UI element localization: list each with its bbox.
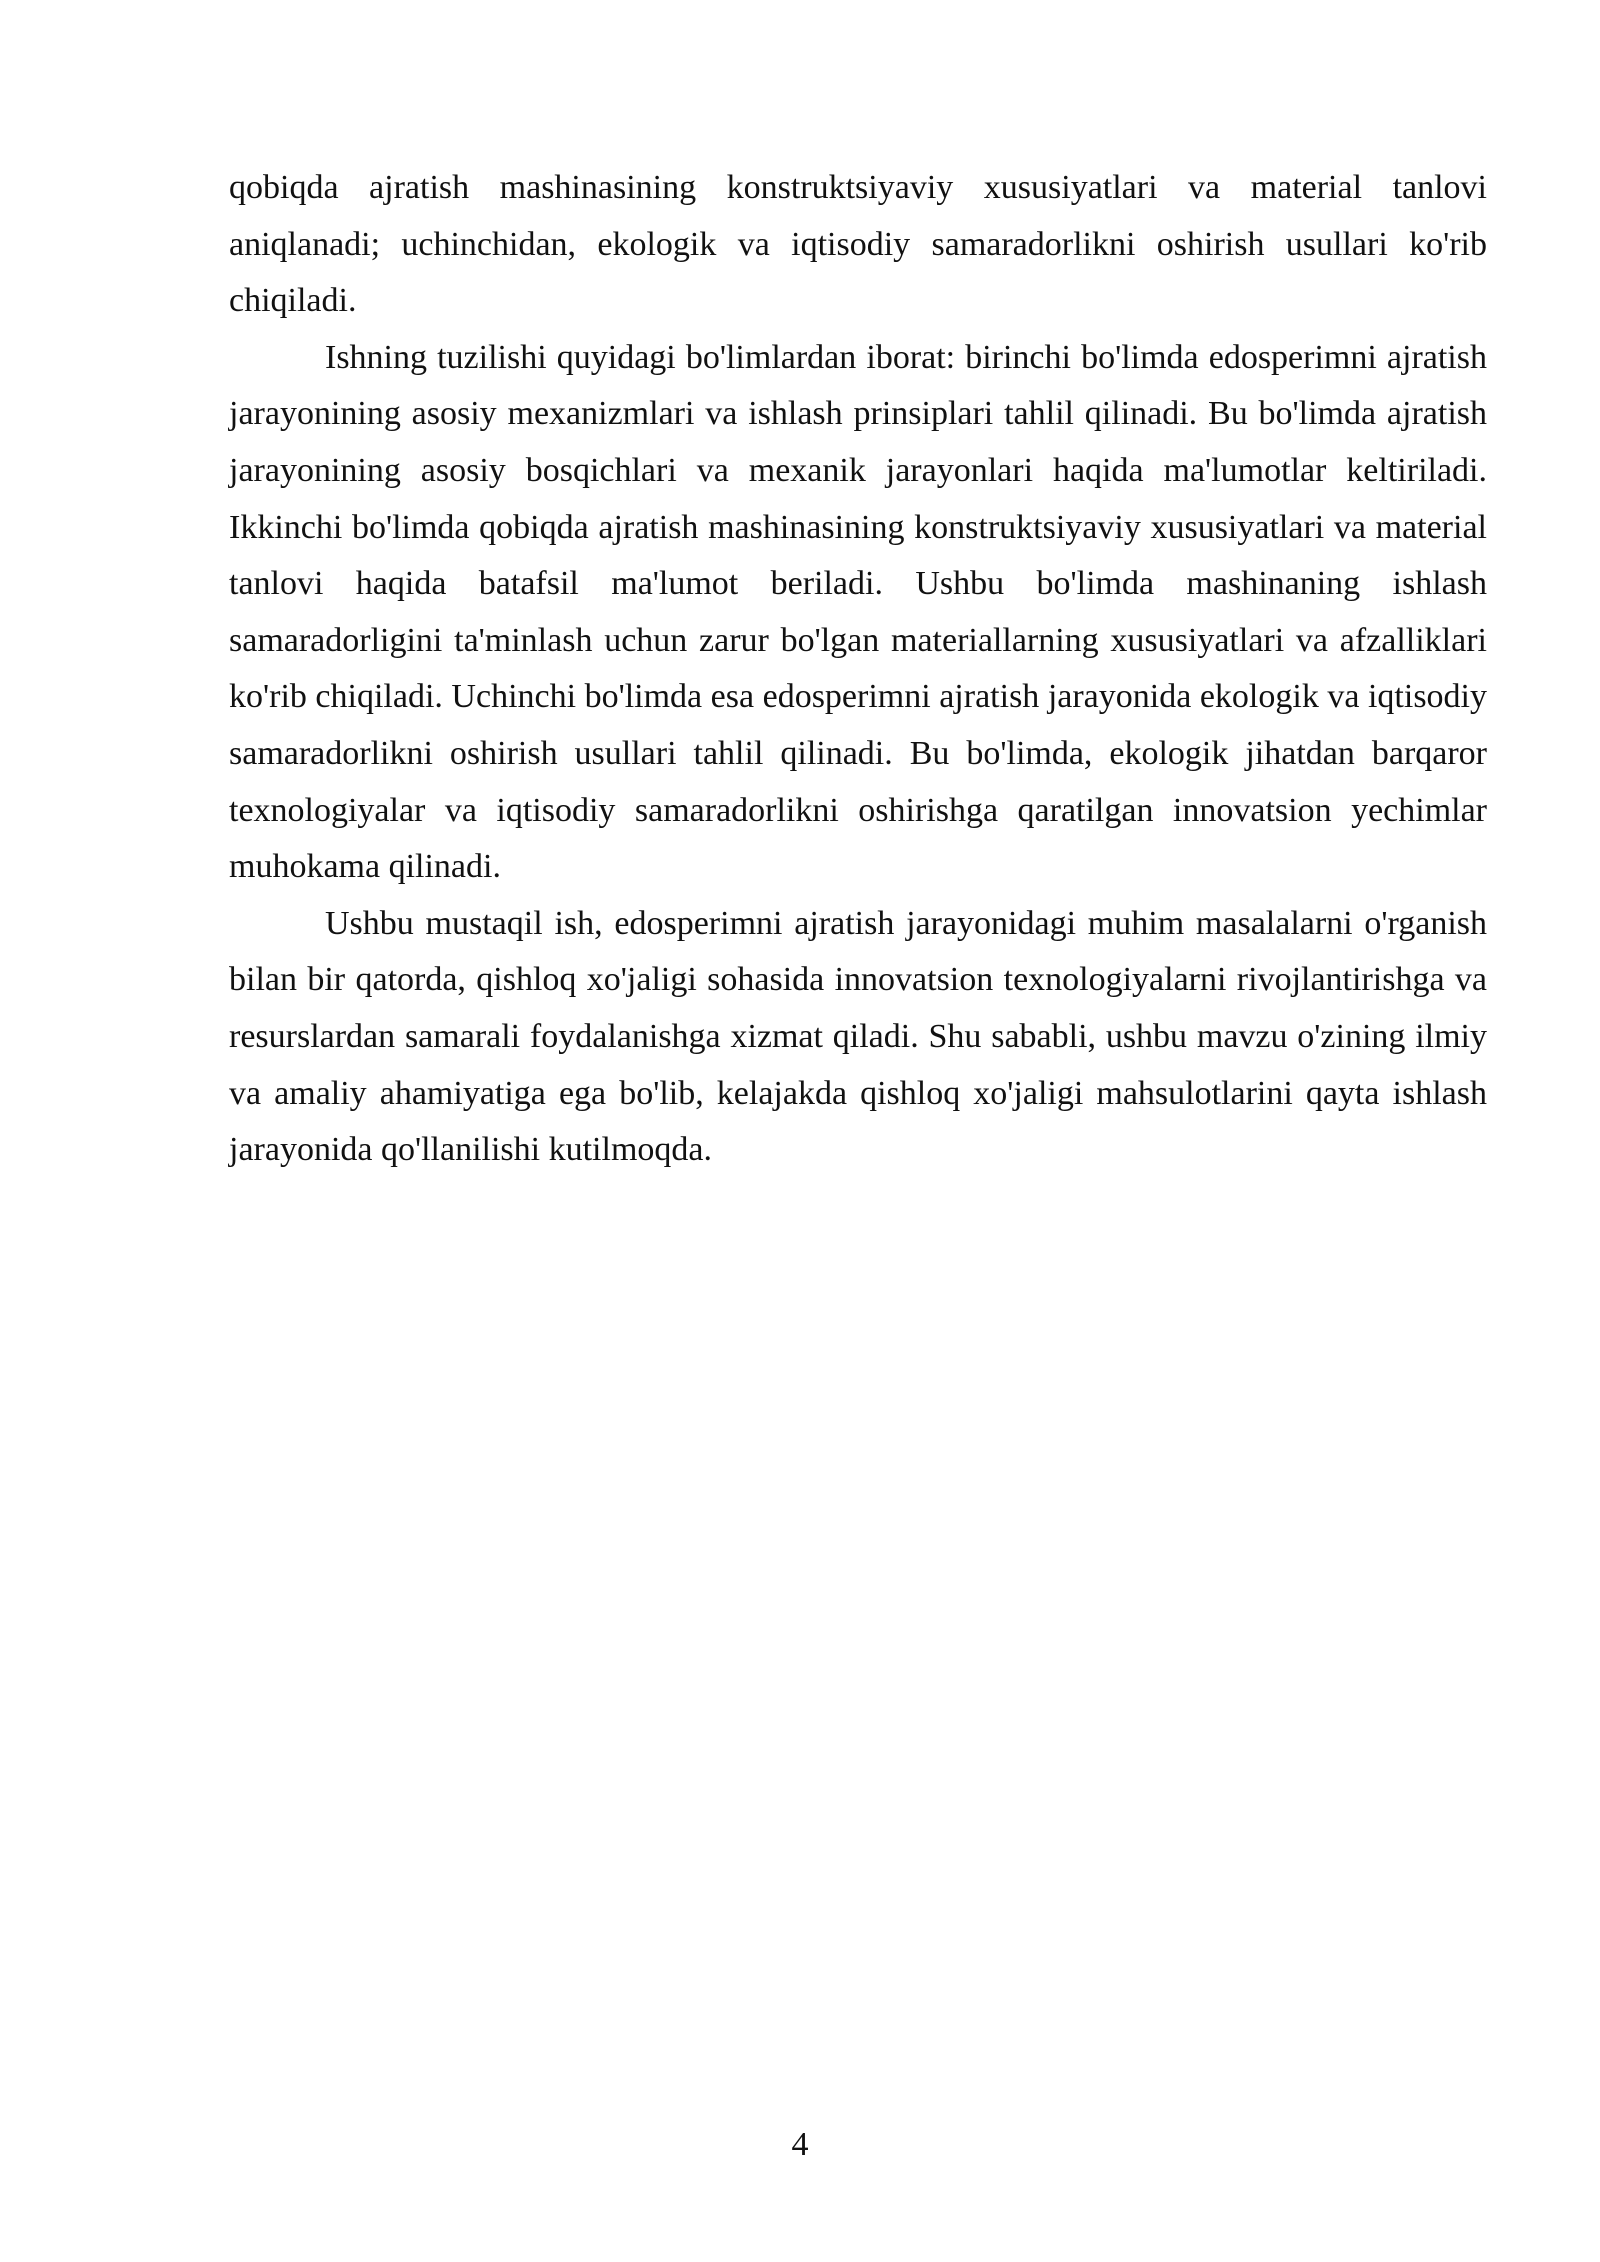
paragraph-structure: Ishning tuzilishi quyidagi bo'limlardan iborat: birinchi bo'limda edosperimni ajratish jarayonining asosiy mexanizmlari va ishlash prinsiplari tahlil qilinadi. Bu bo'limda ajratish jarayonining asosiy bosqichlari va mexanik jarayonlari haqida ma'lumotlar keltiriladi. Ikkinchi bo'limda qobiqda ajratish mashinasining konstruktsiyaviy xususiyatlari va material tanlovi haqida batafsil ma'lumot beriladi. Ushbu bo'limda mashinaning ishlash samaradorligini ta'minlash uchun zarur bo'lgan materiallarning xususiyatlari va afzalliklari ko'rib chiqiladi. Uchinchi bo'limda esa edosperimni ajratish jarayonida ekologik va iqtisodiy samaradorlikni oshirish usullari tahlil qilinadi. Bu bo'limda, ekologik jihatdan barqaror texnologiyalar va iqtisodiy samaradorlikni oshirishga qaratilgan innovatsion yechimlar muhokama qilinadi.: [229, 338, 1487, 886]
page-number: 4: [791, 2126, 809, 2163]
body-text: [229, 160, 1487, 1179]
paragraph-continuation: qobiqda ajratish mashinasining konstruktsiyaviy xususiyatlari va material tanlovi aniqlanadi; uchinchidan, ekologik va iqtisodiy samaradorlikni oshirish usullari ko'rib chiqiladi.: [229, 169, 1487, 320]
paragraph-conclusion: Ushbu mustaqil ish, edosperimni ajratish jarayonidagi muhim masalalarni o'rganish bilan bir qatorda, qishloq xo'jaligi sohasida innovatsion texnologiyalarni rivojlantirishga va resurslardan samarali foydalanishga xizmat qiladi. Shu sababli, ushbu mavzu o'zining ilmiy va amaliy ahamiyatiga ega bo'lib, kelajakda qishloq xo'jaligi mahsulotlarini qayta ishlash jarayonida qo'llanilishi kutilmoqda.: [229, 904, 1487, 1169]
